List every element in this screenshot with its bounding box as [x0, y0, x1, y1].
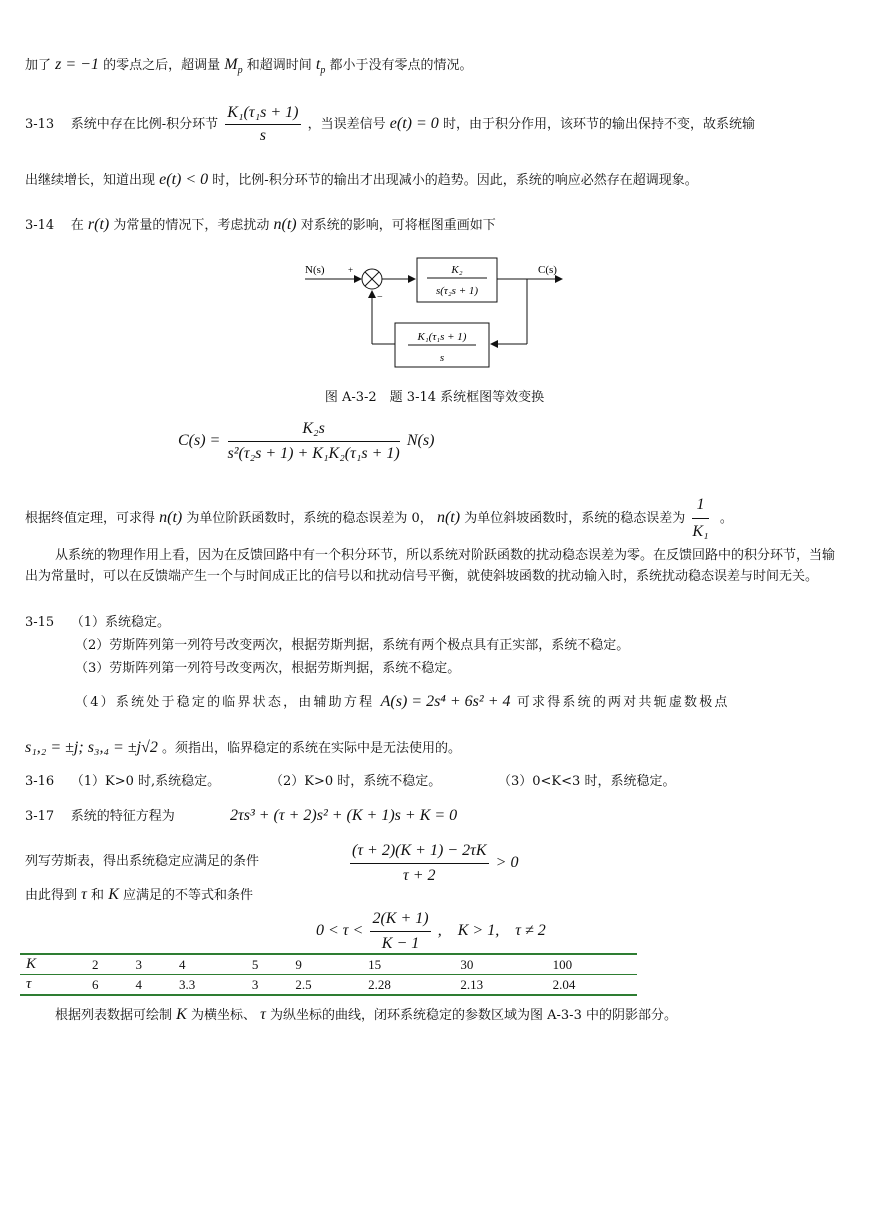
figure-caption: 图 A-3-2 题 3-14 系统框图等效变换	[324, 390, 545, 405]
section-3-17	[25, 807, 175, 827]
input-label: N(s)	[305, 264, 325, 276]
math: n(t)	[159, 509, 183, 526]
table-cell: 2.13	[452, 975, 544, 996]
text: 为单位阶跃函数时，系统的稳态误差为 0，	[186, 511, 433, 526]
section-number: 3-16	[25, 774, 55, 789]
inequality-fraction: $\frac{2(K + 1)}{K - 1}$	[372, 910, 429, 952]
text: 和	[91, 888, 105, 903]
text: （3）0<K<3 时，系统稳定。	[498, 774, 676, 789]
text: 时，由于积分作用，该环节的输出保持不变，故系统输	[442, 117, 755, 132]
math: e(t) < 0	[159, 171, 209, 188]
stability-condition	[347, 840, 518, 887]
list-item	[75, 692, 730, 713]
math: n(t)	[273, 216, 297, 233]
math: s₁,₂ = ±j; s₃,₄ = ±j√2	[25, 739, 158, 756]
forward-denominator: s(τ₂s + 1)	[435, 285, 479, 297]
text: 和超调时间	[246, 58, 312, 73]
table-cell: 30	[452, 954, 544, 975]
output-label: C(s)	[538, 264, 557, 276]
text: 。须指出，临界稳定的系统在实际中是无法使用的。	[162, 741, 462, 756]
text-line	[25, 55, 473, 81]
text: （1）系统稳定。	[70, 615, 171, 630]
math: A(s) = 2s⁴ + 6s² + 4	[380, 693, 511, 710]
math: τ	[260, 1006, 266, 1023]
forward-numerator: K₂	[451, 264, 463, 276]
condition-fraction: $\frac{(\tau + 2)(K + 1) - 2\tau K}{\tau + 2}$	[352, 842, 487, 884]
inequality	[316, 908, 546, 955]
row-header: K	[20, 954, 84, 975]
parameter-table	[20, 953, 637, 996]
text: 对系统的影响，可将框图重画如下	[300, 218, 496, 233]
math: t	[315, 56, 321, 73]
math: K	[176, 1006, 187, 1023]
math: K	[108, 886, 119, 903]
table-cell: 3	[244, 975, 288, 996]
pi-transfer-fraction: $\frac{\text{K₁(τ₁s + 1)}}{s}$	[227, 104, 299, 144]
table-cell: 3.3	[171, 975, 244, 996]
text-line	[25, 170, 698, 191]
text: ，当误差信号	[307, 117, 386, 132]
text: （4）系统处于稳定的临界状态，由辅助方程	[75, 695, 375, 710]
math: > 0	[495, 854, 519, 871]
table-row	[20, 975, 637, 996]
feedback-denominator: s	[439, 352, 445, 364]
block-diagram	[300, 257, 570, 364]
paragraph: 从系统的物理作用上看，因为在反馈回路中有一个积分环节，所以系统对阶跃函数的扰动稳态误差为零。在反馈回路中的积分环节，当输出为常量时，可以在反馈端产生一个与时间成正比的信号以和扰动信号平衡，就使斜坡函数的扰动输入时，系统扰动稳态误差与时间无关。	[25, 548, 836, 584]
math: z = −1	[55, 56, 99, 73]
table-cell: 2.28	[360, 975, 452, 996]
text: 为单位斜坡函数时，系统的稳态误差为	[464, 511, 686, 526]
text: 系统的特征方程为	[70, 809, 175, 824]
section-number: 3-14	[25, 218, 55, 233]
math: τ	[81, 886, 87, 903]
table-cell: 4	[171, 954, 244, 975]
text: 加了	[25, 58, 52, 73]
minus-sign: −	[377, 292, 383, 303]
math: , K > 1, τ ≠ 2	[437, 922, 546, 939]
section-number: 3-17	[25, 809, 55, 824]
table-cell: 4	[128, 975, 172, 996]
section-number: 3-13	[25, 117, 55, 132]
table-cell: 9	[287, 954, 360, 975]
section-3-14	[25, 215, 496, 236]
table-cell: 2.5	[287, 975, 360, 996]
math: r(t)	[87, 216, 110, 233]
section-number: 3-15	[25, 615, 55, 630]
table-cell: 5	[244, 954, 288, 975]
plus-sign: +	[348, 265, 354, 275]
steady-state-error-fraction: $\frac{1}{\text{K₁}}$	[692, 493, 708, 544]
table-cell: 3	[128, 954, 172, 975]
text: 为横坐标、	[190, 1008, 256, 1023]
text: 系统中存在比例-积分环节	[70, 117, 219, 132]
math: e(t) = 0	[389, 115, 439, 132]
section-3-16	[25, 772, 220, 792]
transfer-equation	[178, 418, 434, 465]
table-cell: 15	[360, 954, 452, 975]
text-line	[55, 1005, 677, 1026]
text-line	[25, 738, 461, 759]
math-sub: p	[237, 65, 243, 77]
list-item: （3）劳斯阵列第一列符号改变两次，根据劳斯判据，系统不稳定。	[75, 661, 461, 676]
text: 可求得系统的两对共轭虚数极点	[516, 695, 730, 710]
text: 时，比例-积分环节的输出才出现减小的趋势。因此，系统的响应必然存在超调现象。	[212, 173, 698, 188]
math: M	[224, 56, 238, 73]
table-cell: 6	[84, 975, 128, 996]
characteristic-equation: 2τs³ + (τ + 2)s² + (K + 1)s + K = 0	[230, 807, 458, 824]
math-sub: p	[320, 65, 326, 77]
text: 。	[719, 511, 733, 526]
table-cell: 2	[84, 954, 128, 975]
text: 为纵坐标的曲线，闭环系统稳定的参数区域为图 A-3-3 中的阴影部分。	[270, 1008, 677, 1023]
math: N(s)	[406, 432, 435, 449]
feedback-numerator: K₁(τ₁s + 1)	[417, 331, 467, 343]
text: （2）K>0 时，系统不稳定。	[270, 774, 442, 789]
math: 0 < τ <	[316, 922, 364, 939]
section-3-15	[25, 613, 170, 633]
table-cell: 2.04	[545, 975, 637, 996]
text: 在	[70, 218, 84, 233]
text: 列写劳斯表，得出系统稳定应满足的条件	[25, 854, 260, 869]
math: C(s) =	[178, 432, 221, 449]
text: 出继续增长，知道出现	[25, 173, 156, 188]
row-header: τ	[20, 975, 84, 996]
text: 由此得到	[25, 888, 78, 903]
text: 都小于没有零点的情况。	[329, 58, 473, 73]
text-line	[25, 885, 253, 906]
transfer-fraction: $\frac{\text{K₂s}}{\text{s²(τ₂s + 1) + K₁K₂(τ₁s + 1)}}$	[227, 420, 400, 462]
text: （1）K>0 时,系统稳定。	[70, 774, 221, 789]
text: 根据列表数据可绘制	[55, 1008, 173, 1023]
text: 的零点之后，超调量	[103, 58, 221, 73]
text: 应满足的不等式和条件	[123, 888, 254, 903]
section-3-13	[25, 103, 755, 146]
math: n(t)	[436, 509, 461, 526]
list-item: （2）劳斯阵列第一列符号改变两次，根据劳斯判据，系统有两个极点具有正实部，系统不稳定。	[75, 638, 630, 653]
text: 为常量的情况下，考虑扰动	[113, 218, 270, 233]
text-line	[25, 493, 733, 544]
text: 根据终值定理，可求得	[25, 511, 156, 526]
table-row	[20, 954, 637, 975]
table-cell: 100	[545, 954, 637, 975]
